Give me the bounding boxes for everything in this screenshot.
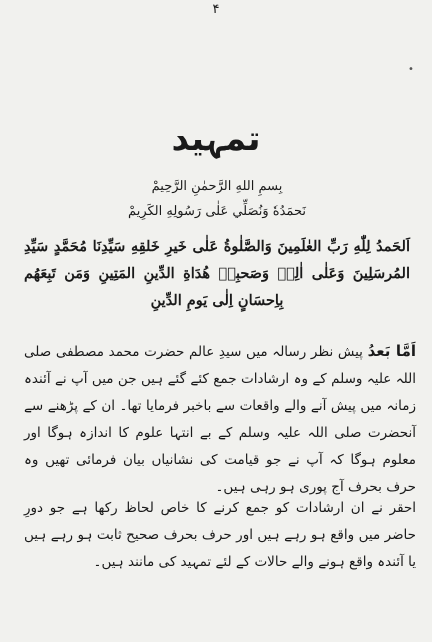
paragraph-lead: اَمَّا بَعدُ <box>367 342 416 360</box>
paragraph-1 <box>24 338 416 501</box>
bismillah-line: بِسمِ اللهِ الرَّحمٰنِ الرَّحِيمْ <box>151 179 283 194</box>
paragraph-1-text: پیش نظر رسالہ میں سیدِ عالم حضرت محمد مصطفی صلی اللہ علیہ وسلم کے وہ ارشادات جمع کئے گئے ہیں جن میں آپ نے آئندہ زمانہ میں پیش آنے والے واقعات سے باخبر فرمایا تھا۔ ان کے پڑھنے سے آنحضرت صلی اللہ علیہ وسلم کے بے انتہا علوم کا اندازہ ہوگا اور معلوم ہوگا کہ آپ نے جو قیامت کی نشانیاں بیان فرمائی تھیں وہ حرف بحرف آج پوری ہو رہی ہیں۔ <box>24 344 416 495</box>
page-heading: تمہید <box>171 119 261 159</box>
page-number: ۴ <box>212 2 220 17</box>
margin-mark: • <box>408 64 414 75</box>
salutation-line: نَحمَدُهٗ وَنُصَلِّي عَلٰى رَسُولِهِ الكَرِيمْ <box>128 204 306 219</box>
praise-block: اَلحَمدُ لِلّٰهِ رَبِّ العٰلَمِينَ وَالصَّلٰوةُ عَلٰى خَيرِ خَلقِهِ سَيِّدِنَا مُحَمَّدٍ سَيِّدِ المُرسَلِينَ وَعَلٰى اٰلِهٖ وَصَحبِهٖ هُدَاةِ الدِّينِ المَتِينِ وَمَن تَبِعَهُم بِاِحسَانٍ اِلٰى يَومِ الدِّينِ <box>24 238 410 309</box>
paragraph-2: احقر نے ان ارشادات کو جمع کرنے کا خاص لحاظ رکھا ہے جو دورِ حاضر میں واقع ہو رہے ہیں اور حرف بحرف صحیح ثابت ہو رہے ہیں یا آئندہ واقع ہونے والے حالات کے لئے تمہید کی مانند ہیں۔ <box>24 500 416 570</box>
